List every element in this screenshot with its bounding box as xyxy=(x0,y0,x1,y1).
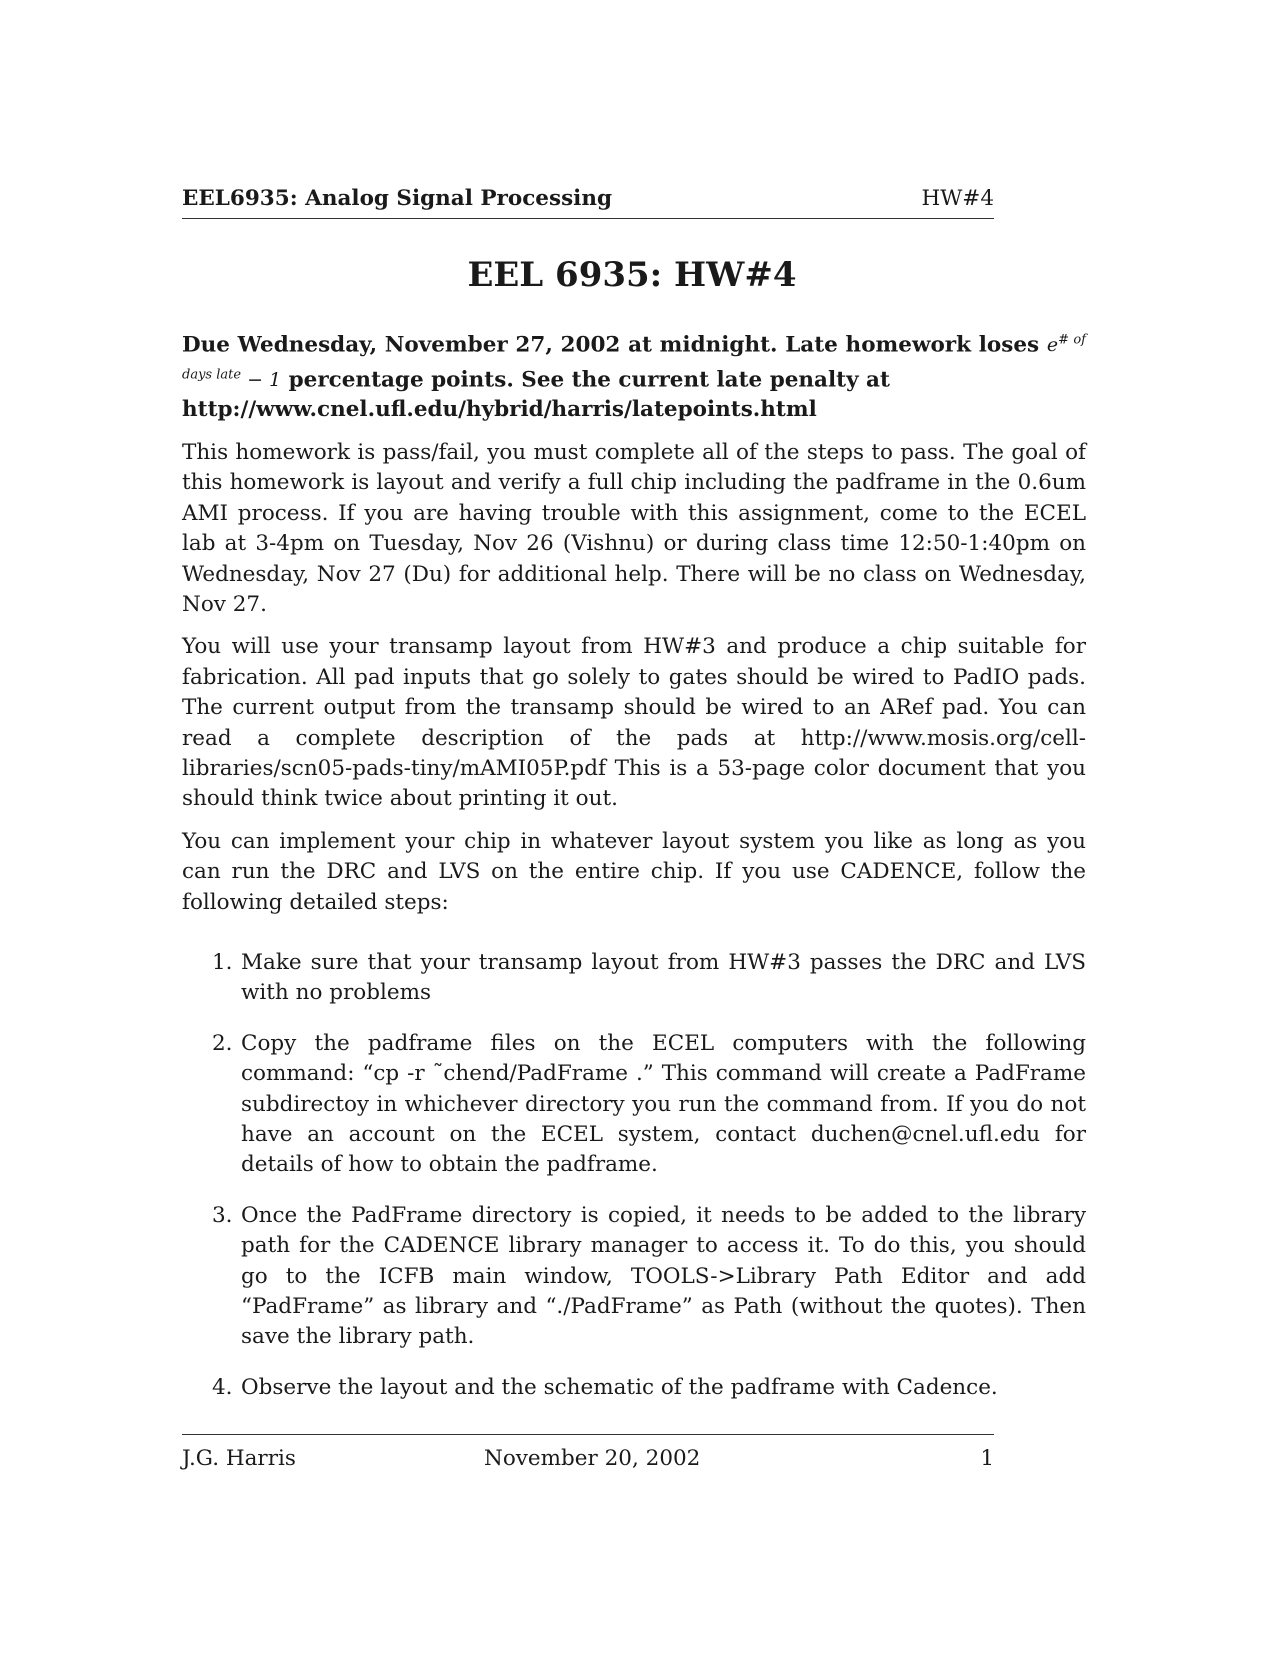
page-title: EEL 6935: HW#4 xyxy=(467,255,797,295)
running-footer xyxy=(182,1434,994,1475)
step-number: 2. xyxy=(212,1030,233,1056)
steps-list xyxy=(182,948,1086,1403)
header-hw-label: HW#4 xyxy=(921,186,994,211)
footer-date: November 20, 2002 xyxy=(484,1446,701,1471)
list-item xyxy=(182,1201,1086,1353)
step-text: Copy the padframe files on the ECEL computers with the following command: “cp -r ˜chend/PadFrame .” This command will create a PadFrame subdirectoy in whichever directory you run the command from. If you do not have an account on the ECEL system, contact duchen@cnel.ufl.edu for details of how to obtain the padframe. xyxy=(241,1030,1086,1178)
due-notice xyxy=(182,326,1086,426)
running-header xyxy=(182,182,994,219)
formula-tail: − 1 xyxy=(241,369,282,392)
footer-page-number: 1 xyxy=(980,1446,994,1471)
footer-author: J.G. Harris xyxy=(182,1446,296,1471)
paragraph-pass-fail: This homework is pass/fail, you must complete all of the steps to pass. The goal of this homework is layout and verify a full chip including the padframe in the 0.6um AMI process. If you are having trouble with this assignment, come to the ECEL lab at 3-4pm on Tuesday, Nov 26 (Vishnu) or during class time 12:50-1:40pm on Wednesday, Nov 27 (Du) for additional help. There will be no class on Wednesday, Nov 27. xyxy=(182,439,1086,617)
late-penalty-formula: $e^{\# of days late} - 1$ xyxy=(182,333,1086,392)
list-item xyxy=(182,948,1086,1009)
paragraph-transamp: You will use your transamp layout from HW#3 and produce a chip suitable for fabrication. All pad inputs that go solely to gates should be wired to PadIO pads. The current output from the transamp should be wired to an ARef pad. You can read a complete description of the pads at http://www.mosis.org/cell-libraries/scn05-pads-tiny/mAMI05P.pdf This is a 53-page color document that you should think twice about printing it out. xyxy=(182,634,1086,812)
step-number: 1. xyxy=(212,949,233,975)
due-line-1: Due Wednesday, November 27, 2002 at midnight. Late homework loses xyxy=(182,332,1040,358)
formula-exponent: # of days late xyxy=(182,333,1086,383)
header-course-title: EEL6935: Analog Signal Processing xyxy=(182,186,613,211)
late-points-url[interactable]: http://www.cnel.ufl.edu/hybrid/harris/latepoints.html xyxy=(182,397,817,423)
step-number: 3. xyxy=(212,1202,233,1228)
step-text: Make sure that your transamp layout from HW#3 passes the DRC and LVS with no problems xyxy=(241,949,1086,1006)
list-item xyxy=(182,1029,1086,1181)
paragraph-layout-system: You can implement your chip in whatever layout system you like as long as you can run the DRC and LVS on the entire chip. If you use CADENCE, follow the following detailed steps: xyxy=(182,828,1086,915)
due-line-2: percentage points. See the current late penalty at xyxy=(281,367,890,393)
step-text: Observe the layout and the schematic of the padframe with Cadence. xyxy=(241,1374,998,1400)
list-item xyxy=(182,1373,1086,1403)
step-text: Once the PadFrame directory is copied, it needs to be added to the library path for the CADENCE library manager to access it. To do this, you should go to the ICFB main window, TOOLS->Library Path Editor and add “PadFrame” as library and “./PadFrame” as Path (without the quotes). Then save the library path. xyxy=(241,1202,1086,1350)
document-body xyxy=(182,326,1086,1423)
step-number: 4. xyxy=(212,1374,233,1400)
